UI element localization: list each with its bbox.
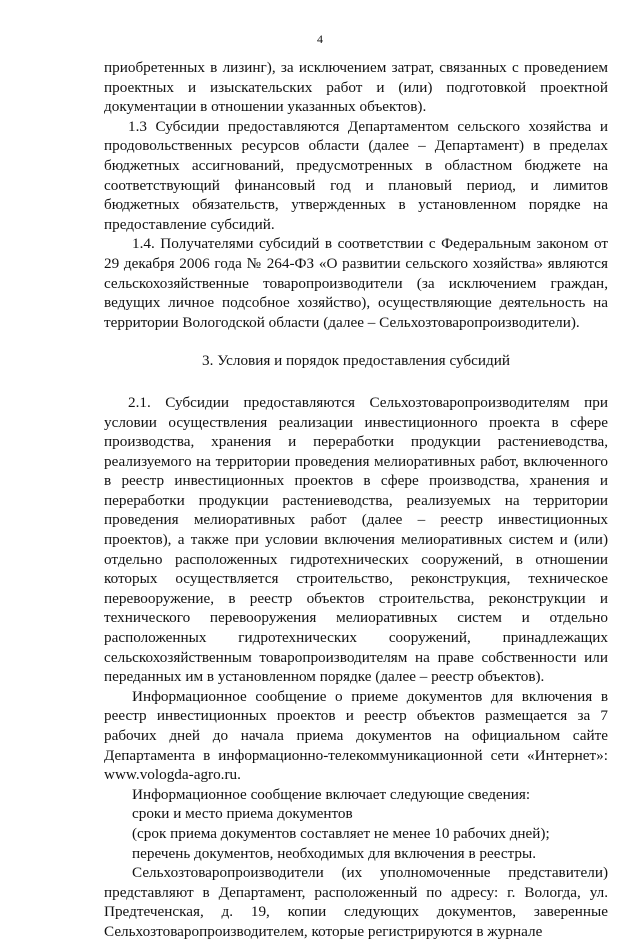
paragraph-terms-duration: (срок приема документов составляет не менее 10 рабочих дней); bbox=[132, 824, 550, 842]
section-heading: 3. Условия и порядок предоставления субсидий bbox=[202, 352, 510, 370]
document-body bbox=[104, 58, 608, 942]
page-number: 4 bbox=[317, 32, 323, 46]
paragraph-terms: сроки и место приема документов bbox=[132, 805, 353, 823]
paragraph-info-message: Информационное сообщение о приеме документов для включения в реестр инвестиционных проектов и реестр объектов размещается за 7 рабочих дней до начала приема документов на официальном сайте Департамента в информационно-телекоммуникационной сети «Интернет»: www.vologda-agro.ru. bbox=[104, 687, 608, 784]
paragraph-1-3: 1.3 Субсидии предоставляются Департаментом сельского хозяйства и продовольственных ресурсов области (далее – Департамент) в пределах бюджетных ассигнований, предусмотренных в областном бюджете на соответствующий финансовый год и плановый период, и лимитов бюджетных обязательств, утвержденных в установленном порядке на предоставление субсидий. bbox=[104, 117, 608, 233]
paragraph-submission: Сельхозтоваропроизводители (их уполномоченные представители) представляют в Департамент, расположенный по адресу: г. Вологда, ул. Предтеченская, д. 19, копии следующих документов, заверенные Сельхозтоваропроизводителем, которые регистрируются в журнале bbox=[104, 864, 608, 940]
paragraph-2-1: 2.1. Субсидии предоставляются Сельхозтоваропроизводителям при условии осуществления реализации инвестиционного проекта в сфере производства, хранения и переработки продукции растениеводства, реализуемого на территории проведения мелиоративных работ, включенного в реестр инвестиционных проектов в сфере производства, хранения и переработки продукции растениеводства, реализуемых на территории проведения мелиоративных работ (далее – реестр инвестиционных проектов), а также при условии включения мелиоративных систем и (или) отдельно расположенных гидротехнических сооружений, в отношении которых осуществляется строительство, реконструкция, техническое перевооружение, в реестр объектов строительства, реконструкции и технического перевооружения мелиоративных систем и отдельно расположенных гидротехнических сооружений, принадлежащих сельскохозяйственным товаропроизводителям на праве собственности или переданных им в установленном порядке (далее – реестр объектов). bbox=[104, 393, 608, 686]
paragraph-info-contents: Информационное сообщение включает следующие сведения: bbox=[132, 785, 531, 803]
paragraph-1-4: 1.4. Получателями субсидий в соответствии с Федеральным законом от 29 декабря 2006 года № 264-ФЗ «О развитии сельского хозяйства» являются сельскохозяйственные товаропроизводители (за исключением граждан, ведущих личное подсобное хозяйство), осуществляющие деятельность на территории Вологодской области (далее – Сельхозтоваропроизводители). bbox=[104, 235, 608, 331]
paragraph-documents-list: перечень документов, необходимых для включения в реестры. bbox=[132, 844, 537, 862]
paragraph-lizing-continuation: приобретенных в лизинг), за исключением затрат, связанных с проведением проектных и изыскательских работ и (или) подготовкой проектной документации в отношении указанных объектов). bbox=[104, 59, 608, 116]
